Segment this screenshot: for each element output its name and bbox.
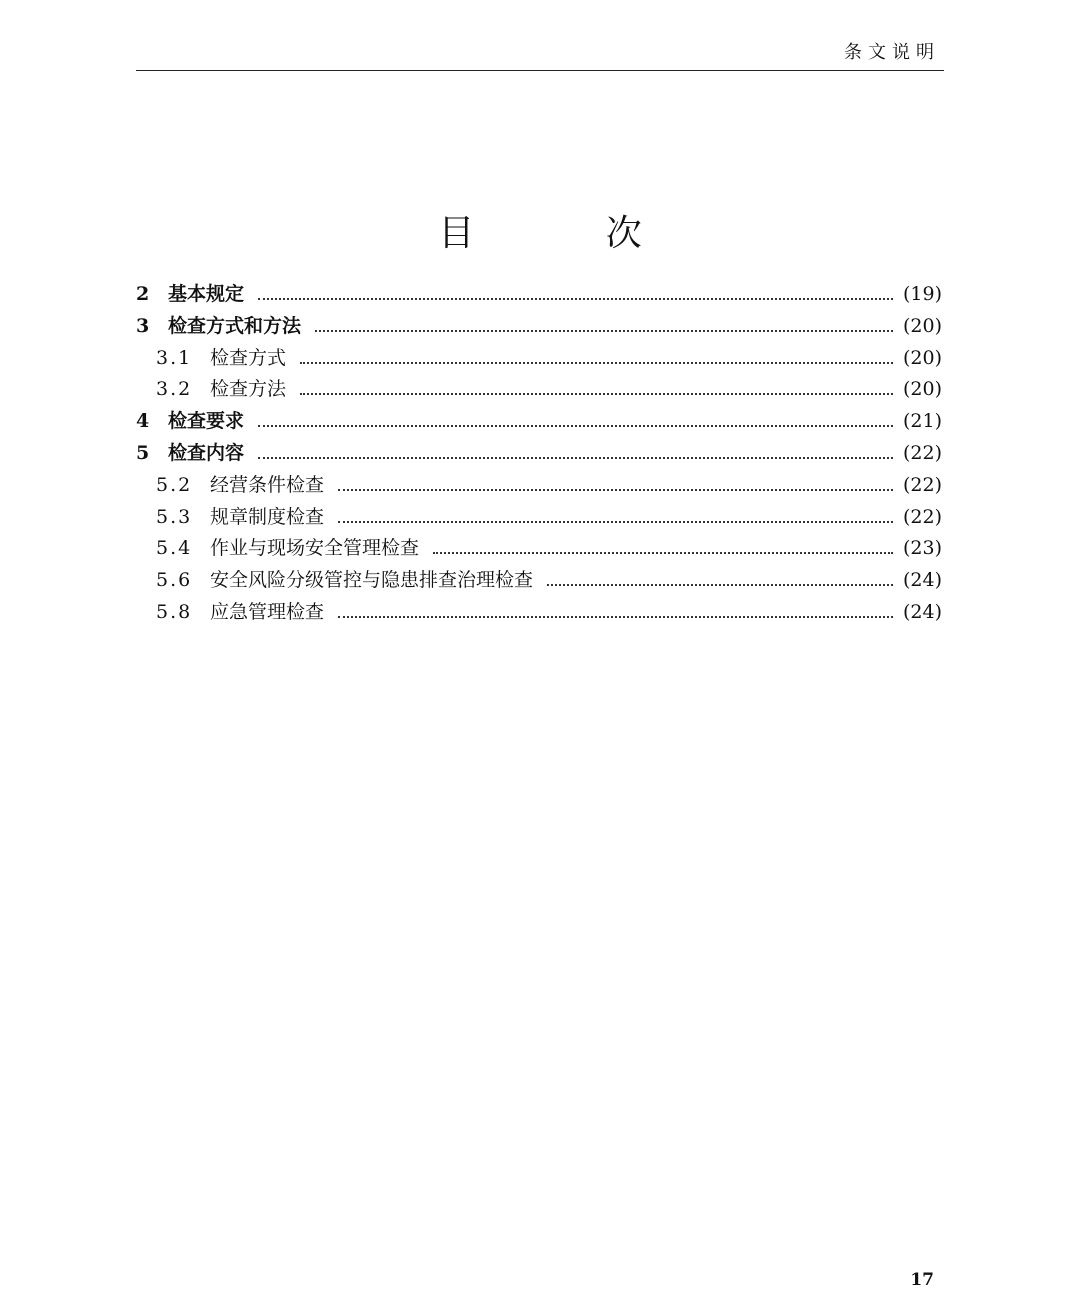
toc-entry-page: (22) bbox=[902, 473, 942, 496]
toc-entry-number: 4 bbox=[136, 410, 150, 433]
toc-title: 目 次 bbox=[438, 213, 702, 254]
toc-entry-label: 经营条件检查 bbox=[210, 473, 325, 496]
toc-entry-label: 应急管理检查 bbox=[210, 600, 325, 623]
toc-entry-page: (22) bbox=[902, 441, 942, 464]
toc-entry-4[interactable] bbox=[136, 406, 942, 438]
toc-entry-number: 3.1 bbox=[156, 346, 193, 369]
toc-entry-label: 检查要求 bbox=[168, 410, 245, 433]
toc-entry-number: 3.2 bbox=[156, 378, 193, 401]
toc-entry-page: (20) bbox=[902, 346, 942, 369]
toc-entry-5-3[interactable] bbox=[136, 502, 942, 534]
toc-entry-label: 基本规定 bbox=[168, 283, 245, 305]
toc-leader-dots bbox=[547, 584, 893, 586]
toc-leader-dots bbox=[258, 457, 893, 459]
toc-entry-number: 2 bbox=[136, 283, 150, 305]
toc-entry-number: 3 bbox=[136, 314, 150, 337]
page-number: 17 bbox=[910, 1270, 934, 1290]
toc-entry-label: 检查方式和方法 bbox=[168, 314, 302, 337]
toc-entry-3-2[interactable] bbox=[136, 374, 942, 406]
toc-entry-page: (24) bbox=[902, 600, 942, 623]
toc-entry-number: 5.4 bbox=[156, 537, 193, 560]
toc-entry-page: (23) bbox=[902, 537, 942, 560]
header-rule bbox=[136, 70, 944, 71]
toc-entry-page: (22) bbox=[902, 505, 942, 528]
toc-entry-5-8[interactable] bbox=[136, 597, 942, 629]
toc-entry-3[interactable] bbox=[136, 311, 942, 343]
toc-entry-3-1[interactable] bbox=[136, 343, 942, 375]
toc-leader-dots bbox=[338, 616, 893, 618]
toc-entry-label: 安全风险分级管控与隐患排查治理检查 bbox=[210, 569, 534, 592]
toc-entry-2[interactable] bbox=[136, 279, 942, 311]
toc-leader-dots bbox=[433, 552, 893, 554]
toc-entry-page: (24) bbox=[902, 569, 942, 592]
toc-leader-dots bbox=[300, 362, 893, 364]
toc-leader-dots bbox=[258, 298, 893, 300]
toc-entry-number: 5 bbox=[136, 441, 150, 464]
toc-entry-number: 5.3 bbox=[156, 505, 193, 528]
toc-entry-page: (20) bbox=[902, 378, 942, 401]
toc-entry-label: 作业与现场安全管理检查 bbox=[210, 537, 420, 560]
toc-entry-label: 检查方法 bbox=[210, 378, 287, 401]
toc-entry-number: 5.6 bbox=[156, 569, 193, 592]
toc-entry-label: 检查方式 bbox=[210, 346, 287, 369]
toc-entry-number: 5.8 bbox=[156, 600, 193, 623]
toc-entry-number: 5.2 bbox=[156, 473, 193, 496]
toc-entry-page: (21) bbox=[902, 410, 942, 433]
toc-entry-5-4[interactable] bbox=[136, 533, 942, 565]
toc-leader-dots bbox=[338, 489, 893, 491]
toc-entry-label: 规章制度检查 bbox=[210, 505, 325, 528]
toc-entry-label: 检查内容 bbox=[168, 441, 245, 464]
toc-entry-page: (20) bbox=[902, 314, 942, 337]
toc-leader-dots bbox=[300, 393, 893, 395]
toc-leader-dots bbox=[258, 425, 893, 427]
toc-entry-5-2[interactable] bbox=[136, 470, 942, 502]
toc-entry-5-6[interactable] bbox=[136, 565, 942, 597]
running-header: 条文说明 bbox=[844, 42, 940, 63]
toc-leader-dots bbox=[315, 330, 893, 332]
table-of-contents bbox=[136, 279, 942, 629]
toc-entry-page: (19) bbox=[902, 283, 942, 305]
toc-leader-dots bbox=[338, 521, 893, 523]
toc-entry-5[interactable] bbox=[136, 438, 942, 470]
